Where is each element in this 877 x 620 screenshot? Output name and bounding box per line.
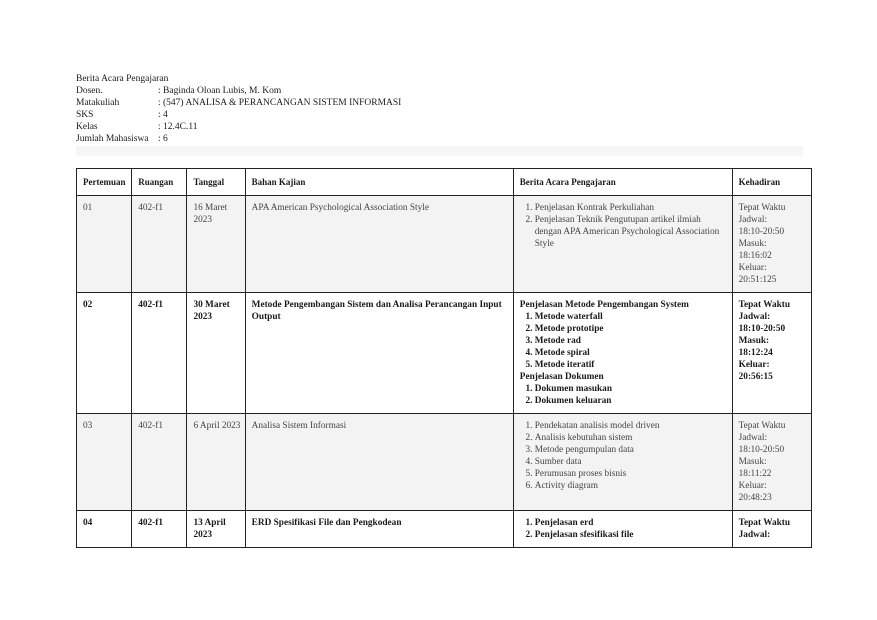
col-header-tanggal: Tanggal (187, 169, 245, 196)
cell-berita-acara (513, 196, 732, 293)
kehadiran-line: Keluar: (738, 360, 770, 370)
kehadiran-line: Tepat Waktu (738, 421, 786, 431)
field-jumlah-mahasiswa (76, 133, 401, 145)
field-value: : 4 (158, 110, 168, 121)
table-row (77, 511, 812, 548)
cell-ruangan: 402-f1 (132, 196, 187, 293)
document-title: Berita Acara Pengajaran (76, 74, 169, 84)
cell-bahan-kajian: Analisa Sistem Informasi (245, 414, 513, 511)
cell-pertemuan: 03 (77, 414, 132, 511)
berita-list (520, 420, 728, 492)
document-header (76, 73, 401, 146)
list-item: 5. Perumusan proses bisnis (535, 468, 728, 480)
cell-ruangan: 402-f1 (132, 511, 187, 548)
list-item: 4. Sumber data (535, 456, 728, 468)
kehadiran-line: 18:10-20:50 (738, 324, 786, 334)
kehadiran-line: Keluar: (738, 263, 767, 273)
cell-pertemuan: 01 (77, 196, 132, 293)
kehadiran-line: Keluar: (738, 481, 767, 491)
attendance-table (76, 168, 812, 548)
berita-sub-list (520, 383, 728, 407)
kehadiran-line: Tepat Waktu (738, 518, 791, 528)
field-label: Matakuliah (76, 98, 120, 109)
cell-tanggal: 6 April 2023 (187, 414, 245, 511)
field-value: : Baginda Oloan Lubis, M. Kom (158, 86, 282, 97)
kehadiran-line: 18:10-20:50 (738, 227, 785, 237)
kehadiran-line: Masuk: (738, 239, 767, 249)
field-label: Dosen. (76, 86, 103, 97)
cell-berita-acara (513, 511, 732, 548)
field-sks (76, 109, 401, 121)
kehadiran-line: 18:10-20:50 (738, 445, 785, 455)
list-item: 1. Penjelasan Kontrak Perkuliahan (535, 202, 728, 214)
list-item: 3. Metode rad (535, 335, 728, 347)
list-item: 2. Penjelasan sfesifikasi file (535, 529, 728, 541)
field-label: Jumlah Mahasiswa (76, 134, 149, 145)
kehadiran-line: Tepat Waktu (738, 203, 786, 213)
kehadiran-line: 20:56:15 (738, 372, 773, 382)
table-row (77, 293, 812, 414)
kehadiran-line: Masuk: (738, 457, 767, 467)
cell-bahan-kajian: ERD Spesifikasi File dan Pengkodean (245, 511, 513, 548)
field-matakuliah (76, 97, 401, 109)
col-header-pertemuan: Pertemuan (77, 169, 132, 196)
col-header-ruangan: Ruangan (132, 169, 187, 196)
berita-intro: Penjelasan Metode Pengembangan System (519, 300, 689, 310)
kehadiran-line: 18:11:22 (738, 469, 772, 479)
field-kelas (76, 121, 401, 133)
kehadiran-line: Tepat Waktu (738, 300, 791, 310)
list-item: 2. Metode prototipe (535, 323, 728, 335)
kehadiran-line: 20:51:125 (738, 275, 777, 285)
berita-list (520, 517, 728, 541)
cell-berita-acara (513, 414, 732, 511)
list-item: 2. Dokumen keluaran (535, 395, 728, 407)
cell-ruangan: 402-f1 (132, 293, 187, 414)
kehadiran-line: Jadwal: (738, 215, 768, 225)
cell-pertemuan: 02 (77, 293, 132, 414)
field-value: : 6 (158, 134, 168, 145)
list-item: 1. Penjelasan erd (535, 517, 728, 529)
berita-list (520, 202, 728, 250)
list-item: 6. Activity diagram (535, 480, 728, 492)
list-item: 5. Metode iteratif (535, 359, 728, 371)
cell-bahan-kajian: APA American Psychological Association Style (245, 196, 513, 293)
list-item: 1. Metode waterfall (535, 311, 728, 323)
list-item: 2. Penjelasan Teknik Pengutupan artikel ilmiah dengan APA American Psychological Association Style (535, 214, 728, 250)
kehadiran-line: Jadwal: (738, 312, 771, 322)
cell-tanggal: 13 April 2023 (187, 511, 245, 548)
field-label: Kelas (76, 122, 98, 133)
kehadiran-line: 18:12:24 (738, 348, 773, 358)
list-item: 1. Pendekatan analisis model driven (535, 420, 728, 432)
list-item: 1. Dokumen masukan (535, 383, 728, 395)
cell-pertemuan: 04 (77, 511, 132, 548)
list-item: 3. Metode pengumpulan data (535, 444, 728, 456)
col-header-berita-acara: Berita Acara Pengajaran (513, 169, 732, 196)
list-item: 4. Metode spiral (535, 347, 728, 359)
cell-tanggal: 30 Maret 2023 (187, 293, 245, 414)
cell-kehadiran (732, 414, 811, 511)
berita-list (520, 311, 728, 371)
kehadiran-line: Jadwal: (738, 433, 768, 443)
field-dosen (76, 85, 401, 97)
kehadiran-line: 20:48:23 (738, 493, 772, 503)
field-value: : (547) ANALISA & PERANCANGAN SISTEM INFORMASI (158, 98, 402, 109)
field-label: SKS (76, 110, 94, 121)
kehadiran-line: Jadwal: (738, 530, 771, 540)
cell-bahan-kajian: Metode Pengembangan Sistem dan Analisa Perancangan Input Output (245, 293, 513, 414)
cell-tanggal: 16 Maret 2023 (187, 196, 245, 293)
cell-kehadiran (732, 196, 811, 293)
cell-berita-acara (513, 293, 732, 414)
divider-strip (76, 146, 803, 156)
col-header-bahan-kajian: Bahan Kajian (245, 169, 513, 196)
list-item: 2. Analisis kebutuhan sistem (535, 432, 728, 444)
berita-sub-heading: Penjelasan Dokumen (519, 372, 604, 382)
cell-ruangan: 402-f1 (132, 414, 187, 511)
cell-kehadiran (732, 511, 811, 548)
kehadiran-line: Masuk: (738, 336, 770, 346)
table-row (77, 196, 812, 293)
col-header-kehadiran: Kehadiran (732, 169, 811, 196)
field-value: : 12.4C.11 (158, 122, 198, 133)
kehadiran-line: 18:16:02 (738, 251, 772, 261)
cell-kehadiran (732, 293, 811, 414)
table-header-row (77, 169, 812, 196)
table-row (77, 414, 812, 511)
